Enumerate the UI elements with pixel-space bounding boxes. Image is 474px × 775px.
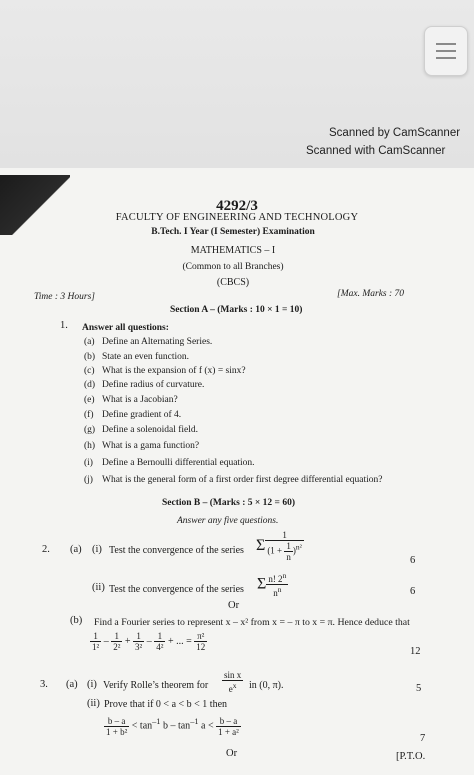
q2-a-i-text: Test the convergence of the series (109, 545, 244, 556)
q3-number: 3. (40, 679, 48, 690)
q2-b-marks: 12 (410, 646, 421, 657)
q2-or: Or (228, 600, 240, 611)
q2-a-i-marks: 6 (410, 555, 416, 566)
q1-item-text: What is a Jacobian? (102, 395, 178, 405)
q3-a-i-marks: 5 (416, 683, 422, 694)
time-label: Time : 3 Hours] (34, 292, 95, 302)
q1-item-label: (h) (84, 441, 96, 451)
exam-heading: B.Tech. I Year (I Semester) Examination (151, 227, 315, 237)
q1-item-text: What is the expansion of f (x) = sinx? (102, 366, 246, 376)
q1-item-label: (f) (84, 410, 94, 420)
q1-item-text: Define gradient of 4. (102, 410, 182, 420)
q1-item-label: (c) (84, 366, 95, 376)
pto-label: [P.T.O. (396, 751, 426, 762)
q3-a-i-text: Verify Rolle’s theorem for (103, 680, 209, 691)
q3-a-ii-label: (ii) (87, 698, 100, 709)
watermark-line-1: Scanned by CamScanner (329, 127, 461, 139)
q3-a-i-function: $\frac{\text{sin x}}{e^x}$ (224, 670, 242, 694)
faculty-heading: FACULTY OF ENGINEERING AND TECHNOLOGY (115, 212, 359, 223)
q1-item-text: State an even function. (102, 352, 190, 362)
q2-b-label: (b) (70, 615, 83, 626)
q3-a-ii-text: Prove that if 0 < a < b < 1 then (104, 699, 228, 710)
subject-heading: MATHEMATICS – I (190, 245, 276, 256)
section-b-instruction: Answer any five questions. (177, 516, 279, 526)
section-b-heading: Section B – (Marks : 5 × 12 = 60) (162, 498, 295, 508)
viewer-top-band (0, 0, 474, 168)
q1-item-label: (g) (84, 425, 96, 435)
q3-a-label: (a) (66, 679, 78, 690)
q2-a-i-series: Σ 1 (1 + $\frac{1}{n}$ )$^{n^2}$ (256, 530, 302, 562)
q1-item-text: Define a Bernoulli differential equation. (102, 458, 255, 468)
q1-number: 1. (60, 320, 68, 331)
q3-a-i-label: (i) (87, 679, 97, 690)
q1-title: Answer all questions: (82, 323, 169, 333)
q3-or: Or (226, 748, 238, 759)
q1-item-label: (a) (84, 337, 95, 347)
q1-item-text: Define radius of curvature. (102, 380, 205, 390)
q3-a-ii-marks: 7 (420, 733, 426, 744)
q2-b-text: Find a Fourier series to represent x – x² from x = – π to x = π. Hence deduce that (94, 617, 410, 628)
q1-item-label: (b) (84, 352, 96, 362)
q3-a-i-tail: in (0, π). (249, 680, 284, 691)
section-a-heading: Section A – (Marks : 10 × 1 = 10) (170, 305, 303, 315)
menu-button[interactable] (424, 26, 468, 76)
q1-item-text: What is the general form of a first order first degree differential equation? (102, 475, 383, 485)
q1-item-label: (j) (84, 475, 93, 485)
q2-a-ii-label: (ii) (92, 582, 105, 593)
max-marks-label: [Max. Marks : 70 (337, 289, 405, 299)
q2-a-ii-text: Test the convergence of the series (109, 584, 244, 595)
q3-a-ii-inequality: $\frac{b - a}{\text{1 + b²}}$ < $\tan^{-1} b - \tan^{-1} a$ < $\frac{b - a}{\text{1 + a²}}$ (106, 715, 239, 737)
q1-item-text: Define a solenoidal field. (102, 425, 199, 435)
q2-a-i-label: (i) (92, 544, 102, 555)
q1-item-label: (i) (84, 458, 93, 468)
common-note: (Common to all Branches) (182, 262, 284, 272)
q2-b-series: $\frac{1}{\text{1²}}$ – $\frac{1}{\text{2²}}$ + $\frac{1}{\text{3²}}$ – $\frac{1}{\text{4²}}$ + ... = $\frac{\text{π²}}{12}$ (92, 631, 206, 652)
paper-code: 4292/3 (216, 198, 258, 214)
watermark-line-2: Scanned with CamScanner (306, 145, 446, 157)
q2-a-label: (a) (70, 544, 82, 555)
q1-item-text: What is a gama function? (102, 441, 200, 451)
q2-a-ii-series: Σ $\frac{n! 2^n}{n^n}$ (257, 571, 287, 598)
q1-item-text: Define an Alternating Series. (102, 337, 213, 347)
q2-number: 2. (42, 544, 50, 555)
q2-a-ii-marks: 6 (410, 586, 416, 597)
scheme-note: (CBCS) (216, 277, 250, 288)
q1-item-label: (d) (84, 380, 96, 390)
q1-item-label: (e) (84, 395, 95, 405)
